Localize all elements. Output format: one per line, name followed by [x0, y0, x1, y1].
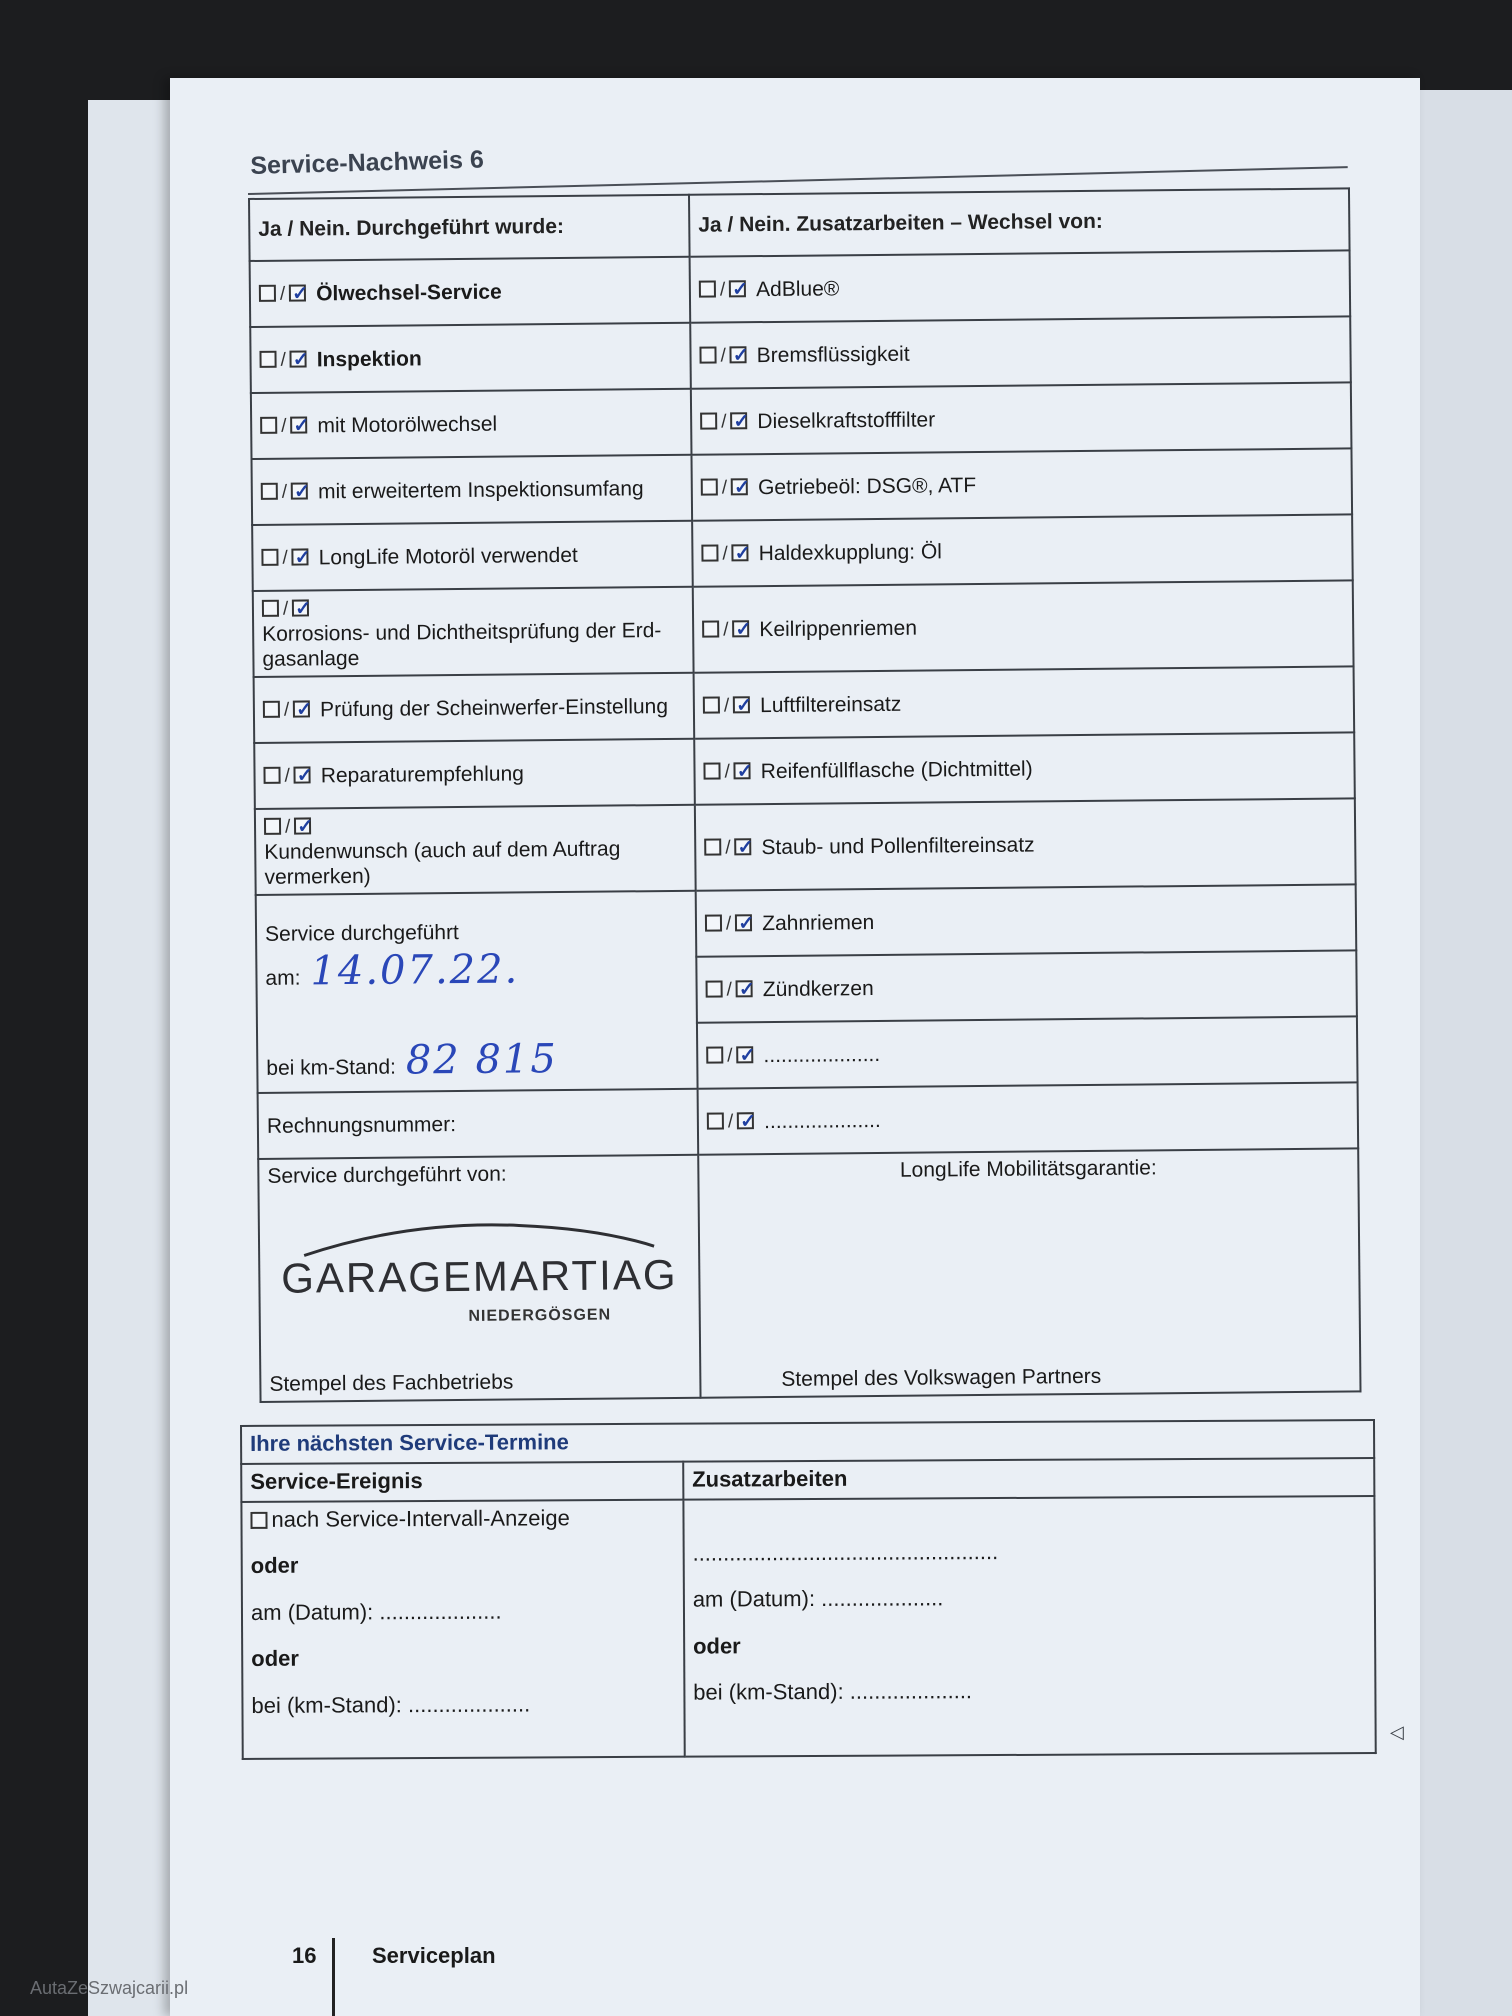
checkbox-separator: / [719, 279, 726, 301]
yes-checkbox[interactable] [703, 763, 720, 780]
handwritten-check-mark: ✓ [738, 979, 755, 1001]
right-yes-no-checkboxes [700, 411, 749, 432]
invoice-number-label: Rechnungsnummer: [258, 1089, 699, 1159]
handwritten-check-mark: ✓ [733, 411, 750, 433]
workshop-stamp [268, 1215, 691, 1329]
yes-checkbox[interactable] [264, 818, 281, 835]
performed-by-label: Service durchgeführt von: [267, 1162, 507, 1189]
checkbox-separator: / [722, 543, 728, 565]
left-yes-no-checkboxes [259, 349, 308, 370]
handwritten-check-mark: ✓ [732, 279, 749, 301]
interval-option [250, 1505, 674, 1534]
checkbox-separator: / [284, 816, 291, 838]
yes-checkbox[interactable] [700, 412, 717, 429]
left-yes-no-checkboxes [263, 700, 312, 721]
checkbox-separator: / [723, 619, 729, 641]
performed-item-row [250, 323, 691, 393]
handwritten-check-mark: ✓ [738, 913, 755, 935]
page-title: Service-Nachweis 6 [250, 145, 485, 180]
right-yes-no-checkboxes [702, 619, 751, 640]
yes-checkbox[interactable] [706, 981, 723, 998]
handwritten-check-mark: ✓ [294, 547, 311, 569]
extra-work-line: .................................................. [692, 1539, 999, 1566]
extra-work-line: oder [692, 1633, 741, 1659]
yes-checkbox[interactable] [702, 621, 719, 638]
next-service-line: oder [250, 1553, 299, 1579]
next-service-line: oder [251, 1645, 299, 1672]
checkbox-separator: / [721, 477, 728, 499]
checkbox-separator: / [727, 1111, 734, 1133]
column-service-event: Service-Ereignis [241, 1462, 683, 1502]
checkbox-separator: / [720, 345, 726, 367]
page-number: 16 [292, 1943, 317, 1968]
performed-item-label: Korrosions- und Dichtheitsprüfung der Erd-gasanlage [262, 618, 662, 671]
checkbox-separator: / [282, 547, 288, 569]
left-yes-no-checkboxes [259, 283, 308, 304]
extra-work-label: Haldexkupplung: Öl [758, 540, 943, 565]
service-record-table [248, 187, 1362, 1403]
extra-work-row [696, 885, 1357, 957]
handwritten-check-mark: ✓ [736, 695, 753, 717]
extra-work-label: Dieselkraftstofffilter [757, 408, 936, 433]
extra-work-row [695, 799, 1356, 892]
stamp-location: NIEDERGÖSGEN [468, 1306, 612, 1325]
extra-work-label: Luftfiltereinsatz [759, 692, 902, 718]
right-yes-no-checkboxes [706, 1045, 755, 1066]
checkbox-separator: / [725, 837, 731, 859]
extra-work-line: bei (km-Stand): .................... [693, 1678, 973, 1705]
watermark: AutaZeSzwajcarii.pl [30, 1978, 189, 1998]
performed-item-row [253, 587, 694, 677]
left-column-header: Ja / Nein. Durchgeführt wurde: [249, 195, 690, 261]
yes-checkbox[interactable] [260, 417, 277, 434]
extra-work-line: am (Datum): .................... [692, 1585, 944, 1613]
extra-work-row [693, 580, 1354, 673]
workshop-stamp-cell [258, 1155, 700, 1402]
km-handwritten: 82 815 [405, 1035, 559, 1084]
yes-checkbox[interactable] [259, 351, 276, 368]
right-yes-no-checkboxes [701, 543, 750, 564]
left-yes-no-checkboxes [261, 547, 310, 568]
partner-stamp-cell [698, 1149, 1360, 1398]
right-yes-no-checkboxes [705, 913, 754, 934]
extra-work-label: Zahnriemen [762, 911, 875, 936]
performed-item-label: Inspektion [316, 347, 422, 372]
performed-item-label: mit erweitertem Inspektionsumfang [317, 477, 644, 504]
handwritten-check-mark: ✓ [734, 543, 751, 565]
extra-work-label: Keilrippenriemen [759, 616, 918, 642]
yes-checkbox[interactable] [701, 478, 718, 495]
left-yes-no-checkboxes [260, 415, 309, 436]
checkbox-separator: / [723, 695, 730, 717]
section-name: Serviceplan [372, 1943, 496, 1968]
yes-checkbox[interactable] [703, 697, 720, 714]
next-service-line: am (Datum): .................... [250, 1598, 502, 1625]
extra-work-row [698, 1083, 1359, 1155]
checkbox-separator: / [281, 415, 287, 437]
yes-checkbox[interactable] [261, 483, 278, 500]
handwritten-check-mark: ✓ [295, 598, 312, 620]
yes-checkbox[interactable] [705, 915, 722, 932]
performed-item-label: mit Motorölwechsel [317, 412, 498, 438]
book-right-page-edge [1415, 90, 1512, 2016]
next-service-event-cell [241, 1500, 684, 1759]
handwritten-check-mark: ✓ [293, 415, 310, 437]
next-service-extra-cell [683, 1496, 1375, 1757]
handwritten-check-mark: ✓ [292, 349, 309, 371]
left-yes-no-checkboxes [262, 598, 311, 619]
left-yes-no-checkboxes [261, 481, 310, 502]
extra-work-label: .................... [763, 1109, 881, 1134]
yes-checkbox[interactable] [699, 280, 716, 297]
performed-item-row [254, 673, 695, 743]
handwritten-check-mark: ✓ [294, 481, 311, 503]
handwritten-check-mark: ✓ [740, 1111, 757, 1133]
checkbox-separator: / [279, 283, 286, 305]
right-yes-no-checkboxes [699, 279, 748, 300]
partner-stamp-caption: Stempel des Volkswagen Partners [781, 1364, 1102, 1391]
right-yes-no-checkboxes [701, 477, 750, 498]
checkbox-separator: / [726, 979, 733, 1001]
right-yes-no-checkboxes [703, 761, 752, 782]
extra-work-label: Getriebeöl: DSG®, ATF [757, 473, 977, 499]
extra-work-label: AdBlue® [755, 277, 840, 301]
performed-item-row [250, 257, 691, 327]
yes-checkbox[interactable] [701, 544, 718, 561]
checkbox-separator: / [721, 411, 727, 433]
yes-checkbox[interactable] [261, 549, 278, 566]
left-yes-no-checkboxes [263, 766, 312, 787]
performed-item-row [251, 389, 692, 459]
service-date-km-cell [256, 891, 698, 1093]
extra-work-label: Reifenfüllflasche (Dichtmittel) [760, 757, 1033, 784]
performed-item-label: Prüfung der Scheinwerfer-Einstellung [320, 694, 669, 722]
handwritten-check-mark: ✓ [733, 477, 751, 499]
handwritten-check-mark: ✓ [737, 837, 754, 859]
footer-divider [332, 1938, 335, 2016]
yes-checkbox[interactable] [262, 600, 279, 617]
km-label: bei km-Stand: [266, 1055, 397, 1080]
checkbox-separator: / [725, 913, 732, 935]
page-edge-marker: ◁ [1390, 1722, 1404, 1742]
yes-checkbox[interactable] [263, 767, 280, 784]
stamp-company-name: GARAGEMARTIAG [280, 1250, 678, 1302]
handwritten-check-mark: ✓ [292, 283, 309, 305]
yes-checkbox[interactable] [699, 346, 716, 363]
yes-checkbox[interactable] [707, 1113, 724, 1130]
right-yes-no-checkboxes [706, 979, 755, 1000]
extra-work-label: .................... [763, 1043, 881, 1068]
checkbox-separator: / [283, 699, 290, 721]
checkbox-separator: / [727, 1045, 733, 1067]
next-service-line: nach Service-Intervall-Anzeige [271, 1505, 570, 1532]
yes-checkbox[interactable] [263, 701, 280, 718]
next-service-line: bei (km-Stand): .................... [251, 1691, 531, 1718]
performed-item-label: Ölwechsel-Service [316, 280, 502, 306]
right-column-header: Ja / Nein. Zusatzarbeiten – Wechsel von: [689, 188, 1350, 256]
next-service-title: Ihre nächsten Service-Termine [241, 1420, 1374, 1464]
extra-work-label: Staub- und Pollenfiltereinsatz [761, 833, 1035, 860]
performed-item-label: Kundenwunsch (auch auf dem Auftrag vermerken) [264, 837, 621, 890]
handwritten-check-mark: ✓ [296, 765, 313, 787]
right-yes-no-checkboxes [704, 837, 753, 858]
workshop-stamp-caption: Stempel des Fachbetriebs [269, 1370, 514, 1396]
extra-work-row [694, 733, 1355, 805]
next-service-table [240, 1419, 1377, 1760]
performed-item-row [252, 521, 693, 591]
extra-work-label: Bremsflüssigkeit [756, 342, 910, 367]
extra-work-row [691, 382, 1352, 454]
handwritten-check-mark: ✓ [736, 761, 753, 783]
extra-work-row [691, 448, 1352, 520]
extra-work-row [697, 1017, 1358, 1089]
service-date-label: Service durchgeführt am: [264, 921, 459, 990]
right-yes-no-checkboxes [707, 1111, 756, 1132]
yes-checkbox[interactable] [259, 285, 276, 302]
right-yes-no-checkboxes [699, 345, 748, 366]
extra-work-label: Zündkerzen [762, 977, 874, 1002]
performed-item-label: LongLife Motoröl verwendet [318, 543, 578, 570]
service-date-handwritten: 14.07.22. [310, 945, 520, 994]
interval-display-checkbox[interactable] [250, 1512, 267, 1529]
handwritten-check-mark: ✓ [732, 345, 749, 367]
mobility-guarantee-label: LongLife Mobilitätsgarantie: [899, 1156, 1157, 1183]
checkbox-separator: / [724, 761, 730, 783]
extra-work-row [696, 951, 1357, 1023]
right-yes-no-checkboxes [703, 695, 752, 716]
performed-item-row [252, 455, 693, 525]
checkbox-separator: / [282, 598, 289, 620]
handwritten-check-mark: ✓ [735, 619, 752, 641]
handwritten-check-mark: ✓ [297, 816, 314, 838]
checkbox-separator: / [284, 765, 290, 787]
handwritten-check-mark: ✓ [739, 1045, 756, 1067]
extra-work-row [692, 514, 1353, 586]
extra-work-row [690, 316, 1351, 388]
yes-checkbox[interactable] [704, 839, 721, 856]
checkbox-separator: / [281, 481, 288, 503]
handwritten-check-mark: ✓ [296, 699, 313, 721]
left-yes-no-checkboxes [264, 817, 313, 838]
extra-work-row [694, 667, 1355, 739]
performed-item-row [254, 739, 695, 809]
performed-item-label: Reparaturempfehlung [320, 762, 524, 788]
yes-checkbox[interactable] [706, 1047, 723, 1064]
performed-item-row [255, 805, 696, 895]
column-extra-work: Zusatzarbeiten [683, 1458, 1374, 1500]
checkbox-separator: / [280, 349, 286, 371]
extra-work-row [690, 250, 1351, 322]
